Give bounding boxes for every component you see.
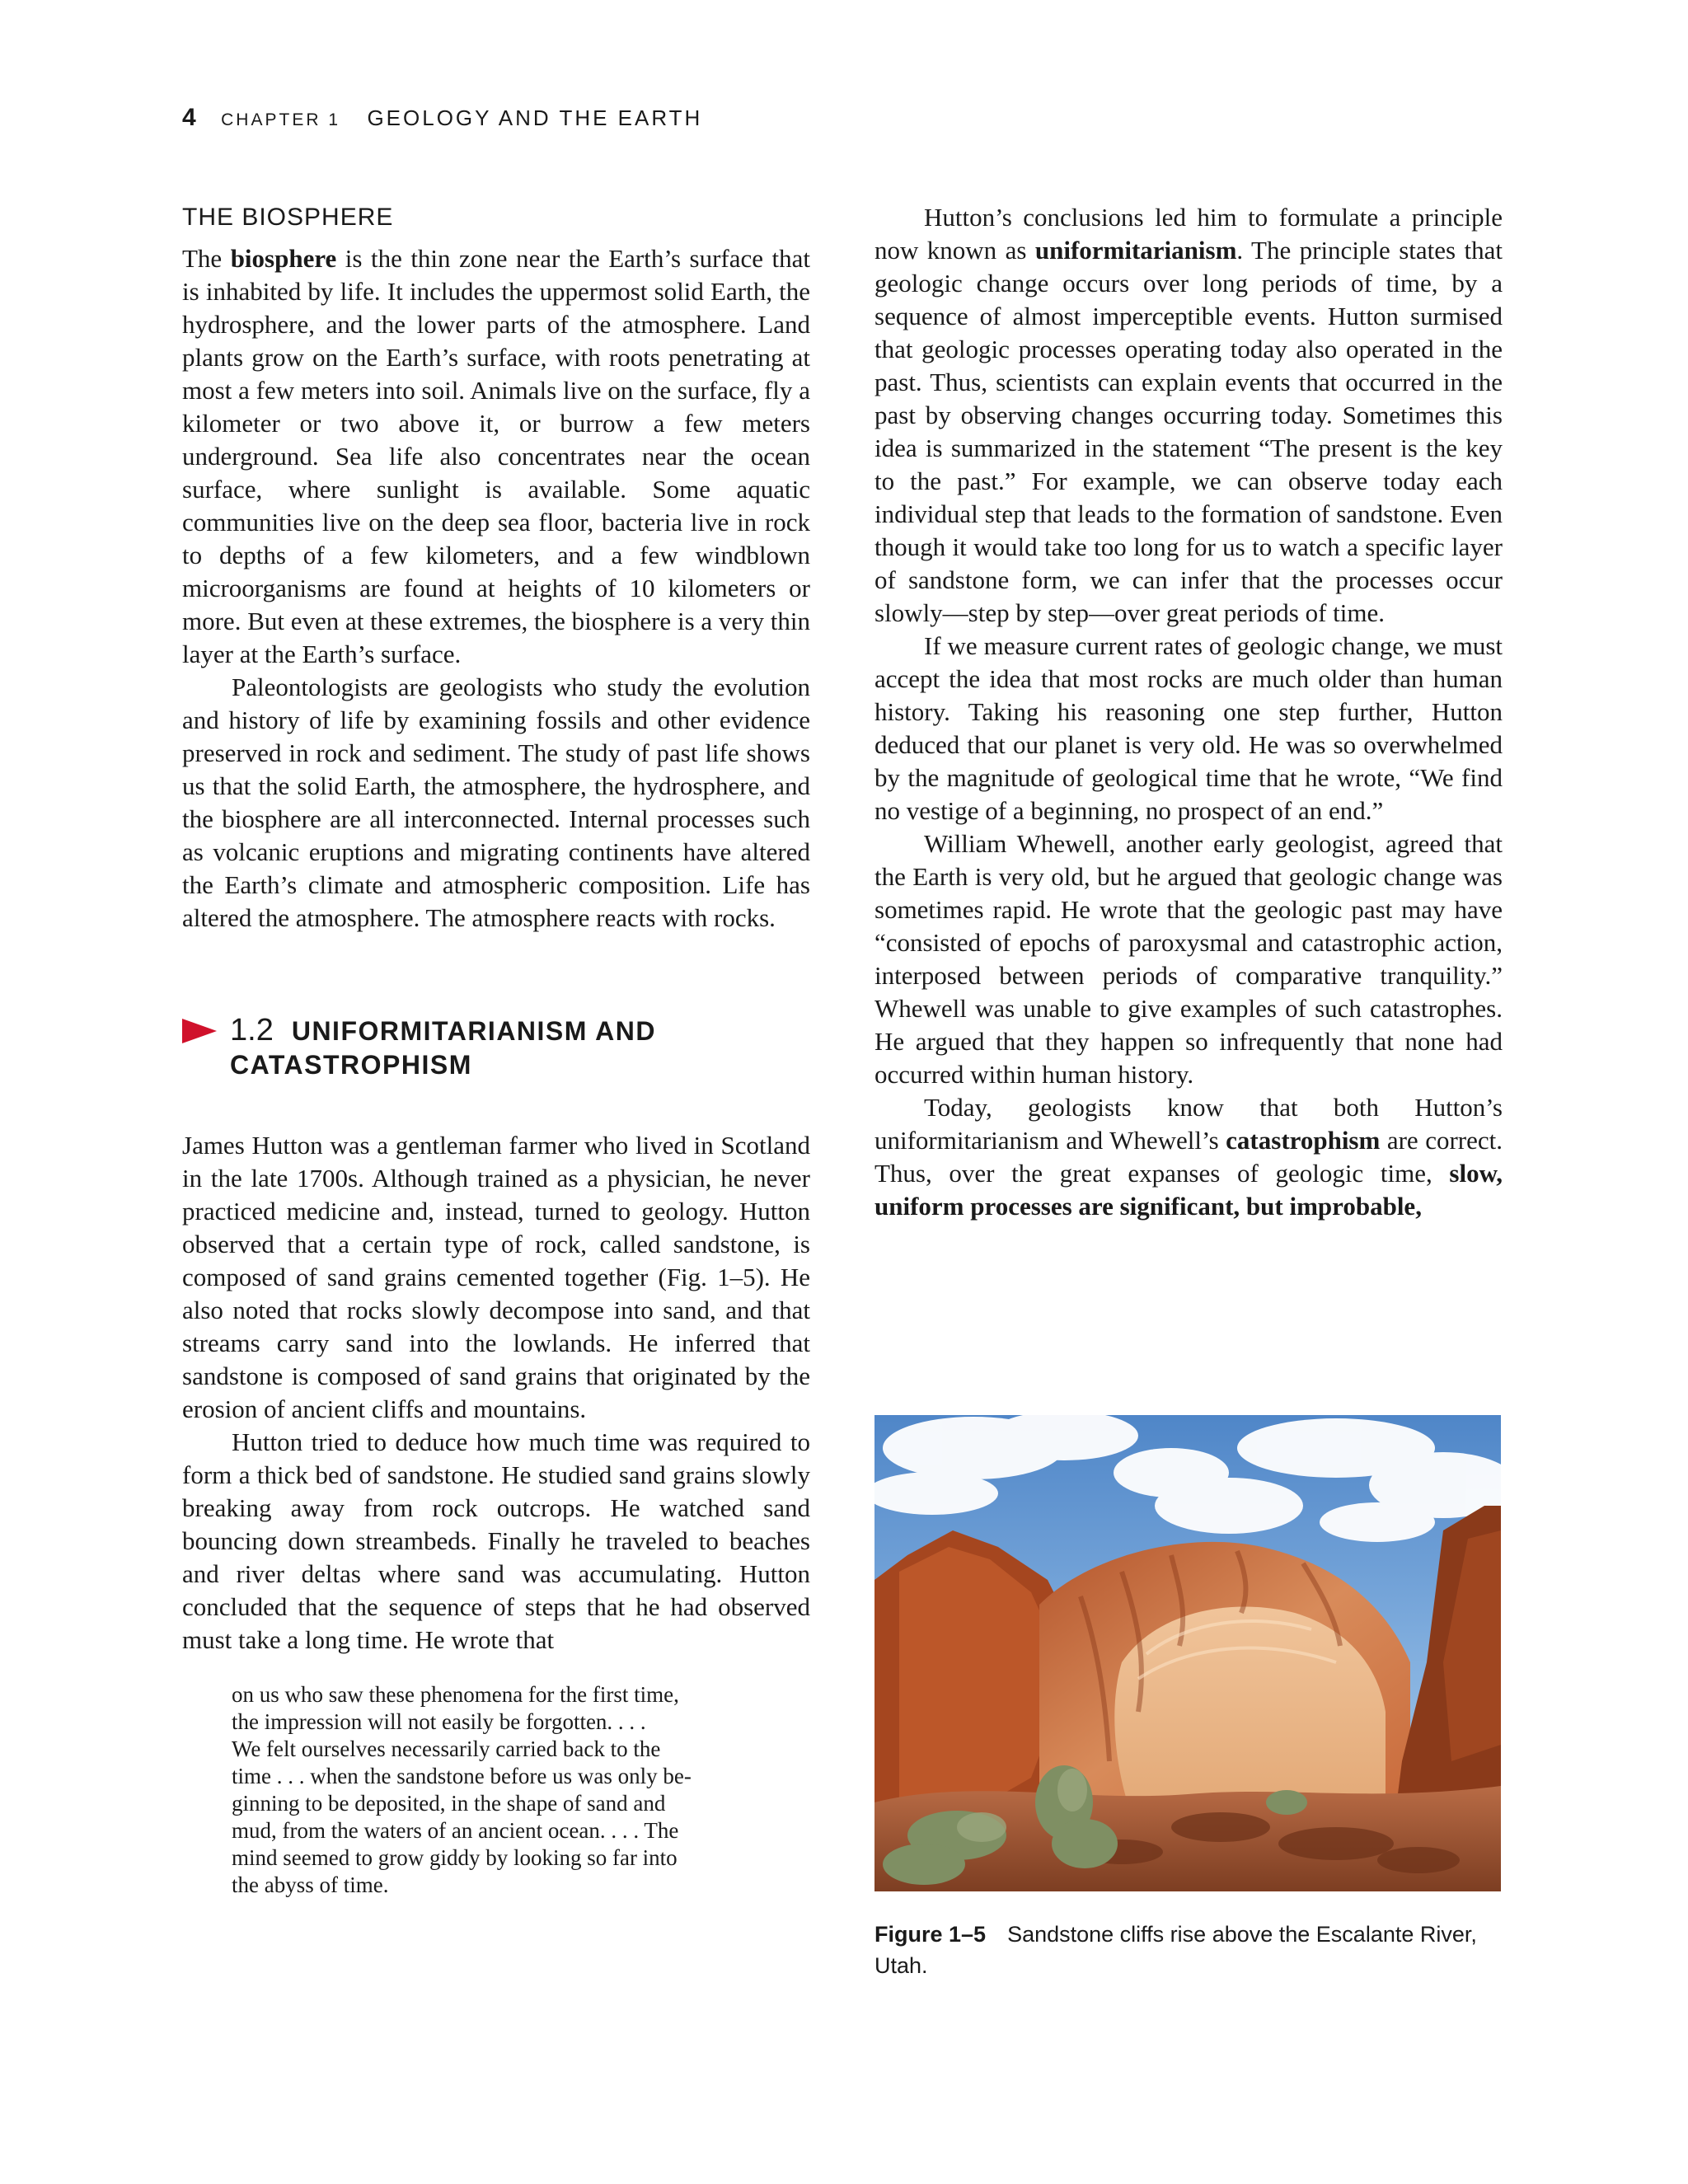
- emphasis-text: slow, uniform processes are significant, but improbable,: [874, 1159, 1503, 1221]
- biosphere-heading: THE BIOSPHERE: [182, 204, 394, 231]
- page-number: 4: [182, 104, 196, 131]
- section-arrow-icon: [182, 1019, 217, 1043]
- hutton-quote: [232, 1681, 777, 1899]
- figure-photo: [874, 1415, 1501, 1891]
- right-paragraph-3: William Whewell, another early geologist, agreed that the Earth is very old, but he argued that geologic change was sometimes rapid. He wrote that the geologic past may have “consisted of epochs of paroxysmal and catastrophic action, interposed between periods of comparative tranquility.” Whewell was unable to give examples of such catastrophes. He argued that they happen so infrequently that none had occurred within human history.: [874, 829, 1503, 1089]
- figure-caption: [874, 1919, 1501, 1981]
- running-head: [182, 104, 702, 132]
- chapter-label: CHAPTER 1: [221, 110, 340, 129]
- quote-line: the impression will not easily be forgotten. . . .: [232, 1709, 646, 1734]
- quote-line: time . . . when the sandstone before us was only be-: [232, 1764, 692, 1788]
- term-catastrophism: catastrophism: [1226, 1126, 1381, 1155]
- biosphere-paragraph-2: Paleontologists are geologists who study the evolution and history of life by examining fossils and other evidence preserved in rock and sediment. The study of past life shows us that the solid Earth, the atmosphere, the hydrosphere, and the biosphere are all interconnected. Internal processes such as volcanic eruptions and migrating continents have altered the Earth’s climate and atmospheric composition. Life has altered the atmosphere. The atmosphere reacts with rocks.: [182, 673, 810, 932]
- biosphere-paragraph-1: [182, 242, 810, 671]
- quote-line: mind seemed to grow giddy by looking so far into: [232, 1845, 678, 1870]
- section-title-line-1: UNIFORMITARIANISM AND: [291, 1016, 656, 1046]
- term-uniformitarianism: uniformitarianism: [1034, 236, 1237, 265]
- right-column: [874, 201, 1503, 1223]
- section-paragraph-1: James Hutton was a gentleman farmer who lived in Scotland in the late 1700s. Although trained as a physician, he never practiced medicine and, instead, turned to geology. Hutton observed that a certain type of rock, called sandstone, is composed of sand grains cemented together (Fig. 1–5). He also noted that rocks slowly decompose into sand, and that streams carry sand into the lowlands. He inferred that sandstone is composed of sand grains that originated by the erosion of ancient cliffs and mountains.: [182, 1131, 810, 1423]
- right-paragraph-2: If we measure current rates of geologic change, we must accept the idea that most rocks are much older than human history. Taking his reasoning one step further, Hutton deduced that our planet is very old. He was so overwhelmed by the magnitude of geological time that he wrote, “We find no vestige of a beginning, no prospect of an end.”: [874, 631, 1503, 825]
- left-column: [182, 201, 810, 1899]
- text-run: The: [182, 244, 231, 273]
- quote-line: ginning to be deposited, in the shape of sand and: [232, 1791, 666, 1816]
- quote-line: We felt ourselves necessarily carried back to the: [232, 1736, 661, 1761]
- quote-line: the abyss of time.: [232, 1872, 389, 1897]
- section-paragraph-2: Hutton tried to deduce how much time was required to form a thick bed of sandstone. He studied sand grains slowly breaking away from rock outcrops. He watched sand bouncing down streambeds. Finally he traveled to beaches and river deltas where sand was accumulating. Hutton concluded that the sequence of steps that he had observed must take a long time. He wrote that: [182, 1427, 810, 1654]
- section-title-line-2: CATASTROPHISM: [230, 1050, 472, 1080]
- text-run: Hutton’s conclusions led him to formulate a principle now known as: [874, 203, 1503, 265]
- text-run: Today, geologists know that both Hutton’s uniformitarianism and Whewell’s: [874, 1093, 1503, 1155]
- text-run: is the thin zone near the Earth’s surface that is inhabited by life. It includes the uppermost solid Earth, the hydrosphere, and the lower parts of the atmosphere. Land plants grow on the Earth’s surface, with roots penetrating at most a few meters into soil. Animals live on the surface, fly a kilometer or two above it, or burrow a few meters underground. Sea life also concentrates near the ocean surface, where sunlight is available. Some aquatic communities live on the deep sea floor, bacteria live in rock to depths of a few kilometers, and a few windblown microorganisms are found at heights of 10 kilometers or more. But even at these extremes, the biosphere is a very thin layer at the Earth’s surface.: [182, 244, 810, 668]
- right-paragraph-1: [874, 201, 1503, 630]
- sandstone-cliffs-image: [874, 1415, 1501, 1891]
- quote-line: mud, from the waters of an ancient ocean. . . . The: [232, 1818, 679, 1843]
- text-run: are correct. Thus, over the great expanses of geologic time,: [874, 1126, 1503, 1188]
- quote-line: on us who saw these phenomena for the first time,: [232, 1682, 679, 1707]
- term-biosphere: biosphere: [230, 244, 337, 273]
- section-number: 1.2: [230, 1013, 274, 1047]
- figure-label: Figure 1–5: [874, 1922, 987, 1947]
- chapter-title: GEOLOGY AND THE EARTH: [367, 105, 703, 130]
- right-paragraph-4: [874, 1091, 1503, 1223]
- text-run: . The principle states that geologic change occurs over long periods of time, by a sequence of almost imperceptible events. Hutton surmised that geologic processes operating today also operated in the past. Thus, scientists can explain events that occurred in the past by observing changes occurring today. Sometimes this idea is summarized in the statement “The present is the key to the past.” For example, we can observe today each individual step that leads to the formation of sandstone. Even though it would take too long for us to watch a specific layer of sandstone form, we can infer that the processes occur slowly—step by step—over great periods of time.: [874, 236, 1503, 627]
- figure-caption-text: Sandstone cliffs rise above the Escalante River, Utah.: [874, 1922, 1477, 1978]
- section-heading: [182, 1014, 810, 1081]
